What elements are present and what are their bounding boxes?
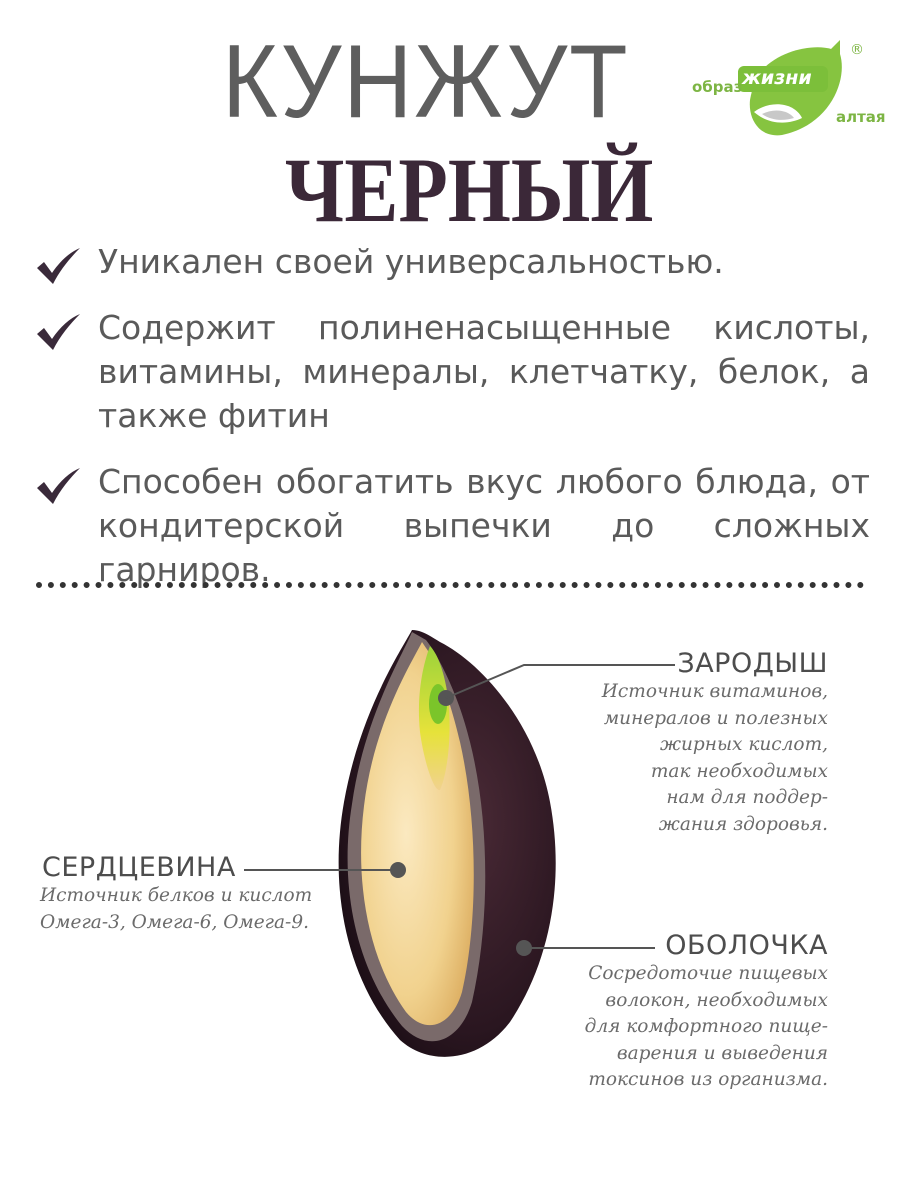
germ-desc-line: так необходимых (650, 760, 828, 782)
page-title: КУНЖУТ (222, 24, 630, 140)
brand-logo (690, 40, 886, 150)
germ-desc-line: нам для поддер- (666, 787, 828, 808)
logo-word-left: образ (692, 78, 743, 96)
shell-description (528, 961, 828, 1094)
germ-title: ЗАРОДЫШ (677, 648, 828, 679)
shell-title: ОБОЛОЧКА (665, 930, 828, 961)
core-desc-line: Источник белков и кислот (40, 885, 313, 906)
checkmark-icon (34, 246, 82, 286)
germ-desc-line: минералов и полезных (603, 707, 828, 729)
core-description (40, 883, 360, 936)
feature-list (30, 240, 870, 614)
core-title: СЕРДЦЕВИНА (42, 852, 236, 883)
germ-label (528, 648, 828, 838)
list-item (30, 460, 870, 592)
shell-desc-line: токсинов из организма. (588, 1069, 828, 1090)
shell-label (528, 930, 828, 1094)
logo-word-center: жизни (742, 67, 812, 89)
list-item (30, 240, 870, 284)
shell-desc-line: для комфортного пище- (584, 1016, 828, 1037)
list-item (30, 306, 870, 438)
logo-word-right: алтая (836, 108, 886, 126)
list-item-text: Уникален своей универсальностью. (98, 242, 724, 281)
germ-desc-line: жирных кислот, (659, 734, 828, 755)
checkmark-icon (34, 312, 82, 352)
page-subtitle: ЧЕРНЫЙ (285, 139, 654, 241)
dotted-divider (36, 582, 864, 588)
list-item-text: Способен обогатить вкус любого блюда, от кондитерской выпечки до сложных гарниров. (98, 462, 870, 589)
shell-desc-line: волокон, необходимых (605, 989, 828, 1011)
list-item-text: Содержит полиненасыщенные кислоты, витамины, минералы, клетчатку, белок, а также фитин (98, 308, 870, 435)
shell-desc-line: Сосредоточие пищевых (588, 963, 828, 984)
core-desc-line: Омега-3, Омега-6, Омега-9. (40, 911, 309, 933)
germ-desc-line: жания здоровья. (658, 813, 828, 835)
core-label (40, 852, 360, 936)
germ-description (528, 679, 828, 838)
registered-mark: ® (850, 42, 864, 58)
checkmark-icon (34, 466, 82, 506)
shell-desc-line: варения и выведения (616, 1042, 828, 1064)
germ-desc-line: Источник витаминов, (601, 681, 828, 702)
